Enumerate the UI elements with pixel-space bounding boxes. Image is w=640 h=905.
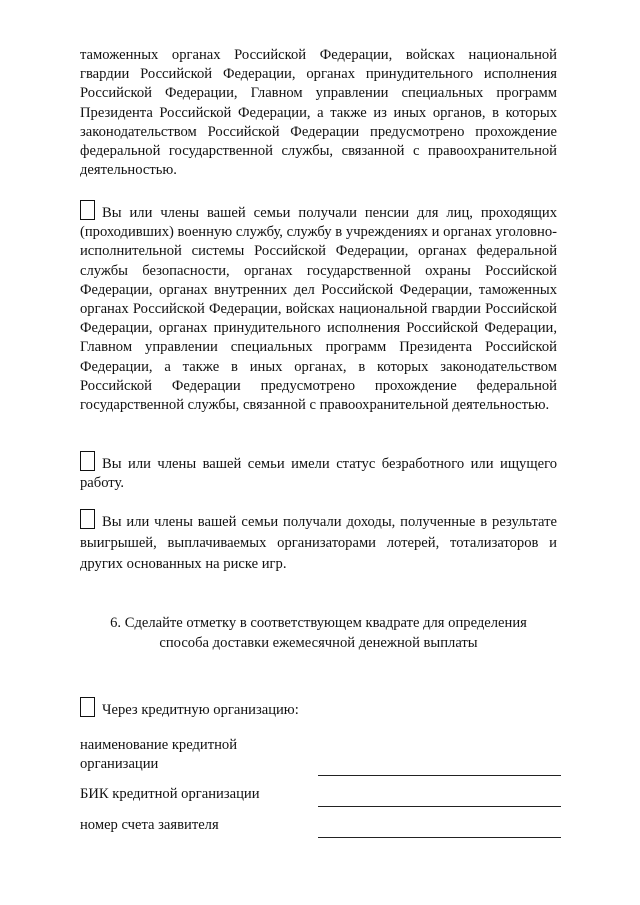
account-label: номер счета заявителя <box>80 817 219 833</box>
checkbox-bank-delivery[interactable] <box>80 697 95 717</box>
section-6-heading-line2: способа доставки ежемесячной денежной выплаты <box>159 635 478 651</box>
bik-label: БИК кредитной организации <box>80 786 260 802</box>
delivery-option-bank-label: Через кредитную организацию: <box>102 702 299 718</box>
section-6-heading-line1: 6. Сделайте отметку в соответствующем квадрате для определения <box>110 615 527 631</box>
paragraph-winnings-text: Вы или члены вашей семьи получали доходы, полученные в результате выигрышей, выплачиваемых организаторами лотерей, тотализаторов и других основанных на риске игр. <box>80 514 557 572</box>
checkbox-unemployed[interactable] <box>80 451 95 471</box>
paragraph-continuation: таможенных органах Российской Федерации, войсках национальной гвардии Российской Федерации, органах принудительного исполнения Российской Федерации, Главном управлении специальных программ Президента Российской Федерации, а также из иных органов, в которых законодательством Российской Федерации предусмотрено прохождение федеральной государственной службы, связанной с правоохранительной деятельностью. <box>80 47 557 179</box>
paragraph-winnings <box>80 509 557 575</box>
account-field[interactable] <box>318 837 561 838</box>
bik-field[interactable] <box>318 806 561 807</box>
bank-name-label-line2: организации <box>80 756 159 772</box>
checkbox-winnings[interactable] <box>80 509 95 529</box>
paragraph-unemployed-text: Вы или члены вашей семьи имели статус безработного или ищущего работу. <box>80 456 557 492</box>
paragraph-pension-text: Вы или члены вашей семьи получали пенсии для лиц, проходящих (проходивших) военную службу, службу в учреждениях и органах уголовно-исполнительной системы Российской Федерации, органах федеральной службы безопасности, органах государственной охраны Российской Федерации, органах внутренних дел Российской Федерации, таможенных органах Российской Федерации, войсках национальной гвардии Российской Федерации, органах принудительного исполнения Российской Федерации, Главном управлении специальных программ Президента Российской Федерации, а также в иных органах, в которых законодательством Российской Федерации предусмотрено прохождение федеральной государственной службы, связанной с правоохранительной деятельностью. <box>80 205 557 414</box>
delivery-option-bank <box>80 697 299 720</box>
checkbox-pension[interactable] <box>80 200 95 220</box>
paragraph-pension <box>80 200 557 415</box>
bank-name-label-line1: наименование кредитной <box>80 737 238 753</box>
bank-name-field[interactable] <box>318 775 561 776</box>
paragraph-unemployed <box>80 451 557 493</box>
